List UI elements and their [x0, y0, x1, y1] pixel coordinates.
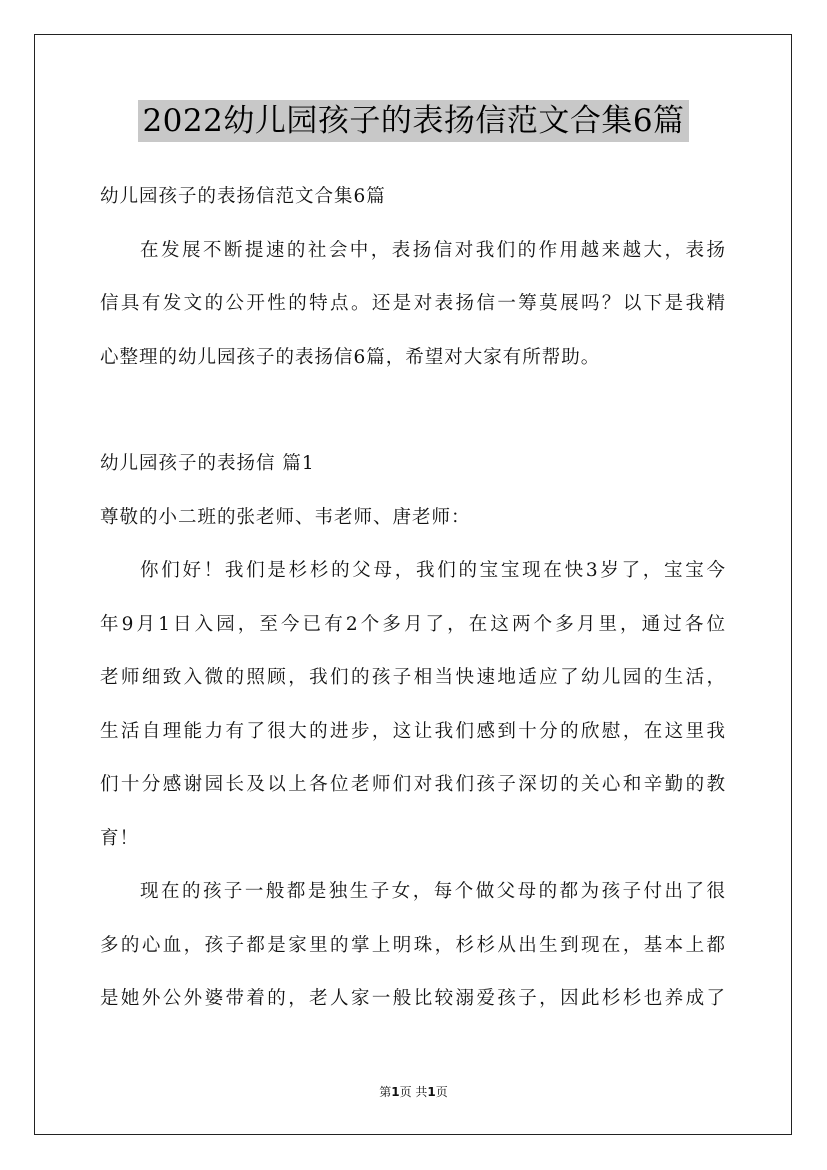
footer-prefix: 第: [379, 1085, 392, 1099]
paragraph-line: 是她外公外婆带着的，老人家一般比较溺爱孩子，因此杉杉也养成了: [100, 988, 726, 1009]
paragraph-line: 们十分感谢园长及以上各位老师们对我们孩子深切的关心和辛勤的教: [100, 774, 726, 795]
section-heading: 幼儿园孩子的表扬信 篇1: [100, 453, 315, 474]
paragraph-line: 现在的孩子一般都是独生子女，每个做父母的都为孩子付出了很: [140, 881, 726, 902]
document-subtitle: 幼儿园孩子的表扬信范文合集6篇: [100, 186, 386, 207]
title-container: [0, 100, 827, 142]
footer-mid: 页 共: [399, 1085, 428, 1099]
page-footer: [0, 1083, 827, 1100]
footer-suffix: 页: [435, 1085, 448, 1099]
intro-line: 信具有发文的公开性的特点。还是对表扬信一筹莫展吗？以下是我精: [100, 293, 726, 314]
paragraph-line: 育！: [100, 827, 140, 849]
footer-total-pages: 1: [427, 1085, 436, 1099]
paragraph-line: 老师细致入微的照顾，我们的孩子相当快速地适应了幼儿园的生活，: [100, 667, 726, 688]
intro-line: 在发展不断提速的社会中，表扬信对我们的作用越来越大，表扬: [140, 239, 726, 261]
paragraph-line: 年9月1日入园，至今已有2个多月了，在这两个多月里，通过各位: [100, 613, 726, 635]
paragraph-line: 多的心血，孩子都是家里的掌上明珠，杉杉从出生到现在，基本上都: [100, 934, 726, 956]
document-title: 2022幼儿园孩子的表扬信范文合集6篇: [138, 100, 688, 142]
salutation: 尊敬的小二班的张老师、韦老师、唐老师：: [100, 506, 471, 528]
footer-current-page: 1: [391, 1085, 400, 1099]
paragraph-gap: [100, 384, 726, 437]
intro-line: 心整理的幼儿园孩子的表扬信6篇，希望对大家有所帮助。: [100, 346, 601, 368]
paragraph-line: 你们好！我们是杉杉的父母，我们的宝宝现在快3岁了，宝宝今: [140, 560, 726, 581]
document-body: [100, 170, 726, 1026]
paragraph-line: 生活自理能力有了很大的进步，这让我们感到十分的欣慰，在这里我: [100, 720, 726, 742]
